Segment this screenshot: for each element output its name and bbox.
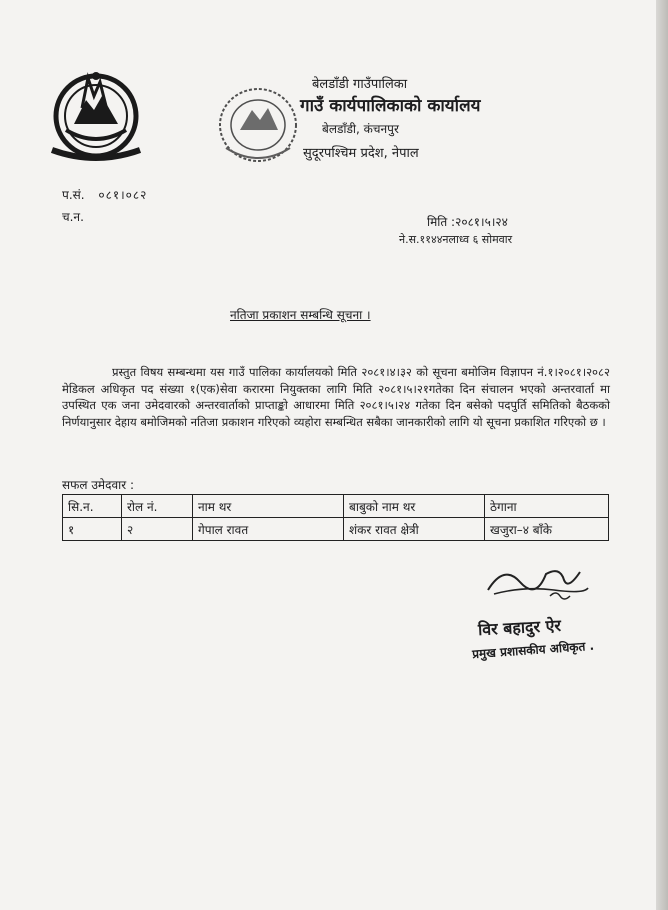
cell-serial: १ [63,518,122,541]
col-roll: रोल नं. [122,495,193,518]
office-address: बेलडाँडी, कंचनपुर [322,122,399,136]
col-address: ठेगाना [485,495,609,518]
letter-number-value: ०८१।०८२ [98,188,148,202]
cell-name: गेपाल रावत [193,518,344,541]
table-row [63,518,609,541]
office-seal-stamp [212,80,308,170]
municipality-name: बेलडाँडी गाउँपालिका [312,77,408,92]
page-edge [656,0,668,910]
col-father-name: बाबुको नाम थर [344,495,485,518]
cell-father-name: शंकर रावत क्षेत्री [344,518,485,541]
signer-title: प्रमुख प्रशासकीय अधिकृत . [471,638,595,662]
handwritten-signature [484,560,594,606]
cell-roll: २ [122,518,193,541]
province-name: सुदूरपश्चिम प्रदेश, नेपाल [303,146,419,161]
signer-name: विर बहादुर ऐर [477,615,562,640]
notice-subject: नतिजा प्रकाशन सम्बन्धि सूचना । [230,308,371,322]
table-header-row [63,495,609,518]
date-nepal-sambat: ने.स.११४४नलाध्व ६ सोमवार [399,233,513,246]
results-table [62,494,609,541]
col-serial: सि.न. [63,495,122,518]
nepal-emblem-logo [44,70,148,170]
office-name: गाउँ कार्यपालिकाको कार्यालय [300,96,481,116]
dispatch-number-label: च.न. [62,210,84,224]
notice-body: प्रस्तुत विषय सम्बन्धमा यस गाउँ पालिका कार्यालयको मिति २०८१।४।३२ को सूचना बमोजिम विज्ञापन नं.१।२०८१।२०८२ मेडिकल अधिकृत पद संख्या १(एक)सेवा करारमा नियुक्तका लागि मिति २०८१।५।२१गतेका दिन संचालन भएको अन्तरवार्ता मा उपस्थित एक जना उमेदवारको अन्तरवार्ताको प्राप्ताङ्को आधारमा मिति २०८१।५।२४ गतेका दिन बसेको पदपुर्ति समितिको बैठकको निर्णयानुसार देहाय बमोजिमको नतिजा प्रकाशन गरिएको व्यहोरा सम्बन्धित सबैका जानकारीको लागि यो सूचना प्रकाशित गरिएको छ । [62,365,610,429]
successful-candidates-label: सफल उमेदवार : [62,478,134,492]
letter-number-label: प.सं. [62,188,85,202]
cell-address: खजुरा–४ बाँके [485,518,609,541]
letter-number [62,186,147,203]
col-name: नाम थर [193,495,344,518]
date-bs: मिति :२०८१।५।२४ [427,215,508,229]
